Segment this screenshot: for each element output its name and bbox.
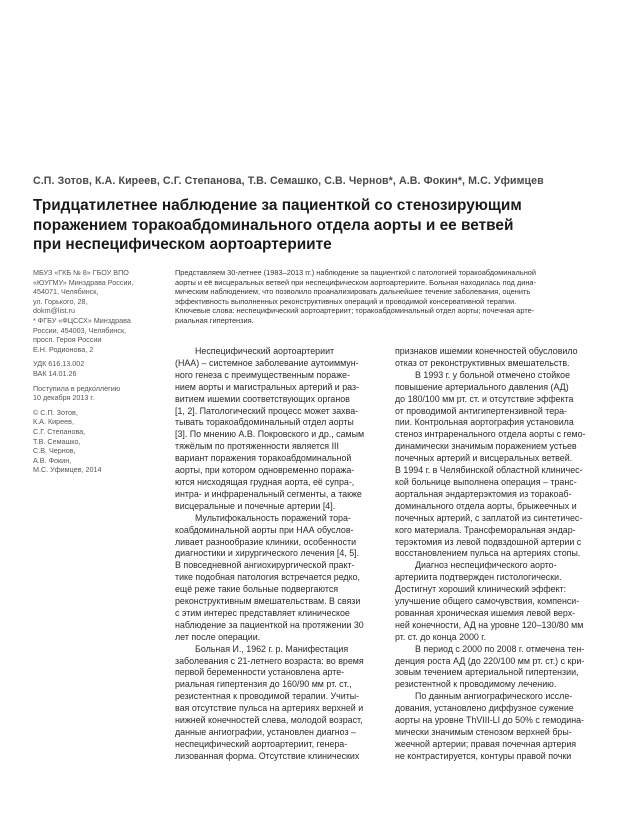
title-line: при неспецифическом аортоартериите xyxy=(33,236,332,253)
body-line: от проводимой антигипертензивной тера- xyxy=(395,405,567,416)
body-line: Мультифокальность поражений тора- xyxy=(195,512,351,523)
received-line: 10 декабря 2013 г. xyxy=(33,393,95,403)
abstract-line: аорты и её висцеральных ветвей при неспецифическом аортоартериите. Больная находилась под дина- xyxy=(175,277,536,287)
body-line: зовым течением артериальной гипертензии, xyxy=(395,667,579,678)
copyright-line: А.В. Фокин, xyxy=(33,455,72,465)
body-line: данные ангиографии, установлен диагноз – xyxy=(175,727,356,737)
body-line: коабдоминальной аорты при НАА обуслов- xyxy=(175,524,354,535)
body-line: стеноз интраренального отдела аорты с гемо- xyxy=(395,429,586,440)
body-line: диагностики и хирургического лечения [4, 5]. xyxy=(175,548,360,559)
body-line: В 1994 г. в Челябинской областной клиничес- xyxy=(395,465,583,476)
body-line: аортальная эндартерэктомия из торакоаб- xyxy=(395,488,572,499)
body-line: Диагноз неспецифического аорто- xyxy=(415,560,557,571)
body-line: терэктомия из левой подвздошной артерии с xyxy=(395,536,582,547)
affiliation-line: России, 454003, Челябинск, xyxy=(33,325,127,335)
body-line: ливает разнообразие клиники, особенности xyxy=(175,536,357,547)
body-line: кого материала. Трансфеморальная эндар- xyxy=(395,524,576,535)
body-column-right xyxy=(395,346,608,763)
body-line: аорты, при котором одновременно поража- xyxy=(175,465,355,476)
body-line: пии. Контрольная аортография установила xyxy=(395,417,574,428)
copyright-line: © С.П. Зотов, xyxy=(33,407,78,417)
body-line: наблюдение за пациенткой на протяжении 30 xyxy=(175,619,364,630)
body-line: почечных артерий и висцеральных ветвей. xyxy=(395,453,573,464)
body-line: [3]. По мнению А.В. Покровского и др., самым xyxy=(175,429,365,440)
body-line: мически значимым стенозом верхней бры- xyxy=(395,727,572,737)
body-line: восстановлением пульса на артериях стопы. xyxy=(395,548,581,559)
abstract-line: эффективность выполненных реконструктивных операций и проводимой консервативной терапии. xyxy=(175,296,517,306)
body-line: почечных артерий, с заплатой из синтетичес- xyxy=(395,512,583,523)
article-title xyxy=(33,196,608,255)
udk-block xyxy=(33,359,161,378)
body-line: По данным ангиографического иссле- xyxy=(415,691,573,702)
body-line: кой больнице выполнена операция – транс- xyxy=(395,476,577,487)
copyright-line: Т.В. Семашко, xyxy=(33,436,81,446)
body-line: улучшение общего самочувствия, компенси- xyxy=(395,596,580,607)
body-line: риальная гипертензия до 160/90 мм рт. ст., xyxy=(175,679,352,690)
body-line: рованная хроническая ишемия левой верх- xyxy=(395,607,576,618)
copyright-line: К.А. Киреев, xyxy=(33,417,74,427)
copyright-line: С.В. Чернов, xyxy=(33,446,76,456)
title-line: Тридцатилетнее наблюдение за пациенткой со стенозирующим xyxy=(33,197,522,214)
body-line: интра- и инфраренальный сегменты, а также xyxy=(175,488,362,499)
body-line: витием ишемии соответствующих органов xyxy=(175,393,350,404)
affiliation-line: * ФГБУ «ФЦССХ» Минздрава xyxy=(33,315,131,325)
body-line: неспецифический аортоартериит, генера- xyxy=(175,738,348,749)
affiliation-line: dokm@list.ru xyxy=(33,306,76,316)
abstract-line: Представляем 30-летнее (1983–2013 гг.) наблюдение за пациенткой с патологией торакоабдоминальной xyxy=(175,268,537,277)
body-line: заболевания с 21-летнего возраста: во время xyxy=(175,655,364,666)
abstract-line: мическим наблюдением, что позволило проанализировать дальнейшее течение заболевания, оценить xyxy=(175,287,531,297)
body-line: вая отсутствие пульса на артериях верхней и xyxy=(175,703,364,714)
affiliation-line: 454071, Челябинск, xyxy=(33,287,99,297)
body-line: до 180/100 мм рт. ст. и отсутствие эффекта xyxy=(395,393,574,404)
body-line: нием аорты и магистральных артерий и раз- xyxy=(175,381,360,392)
affiliation-line: МБУЗ «ГКБ № 8» ГБОУ ВПО xyxy=(33,268,129,277)
body-line: вариант поражения торакоабдоминальной xyxy=(175,453,352,464)
body-line: с этим интерес представляет клиническое xyxy=(175,607,350,618)
affiliation-line: просп. Героя России xyxy=(33,335,102,345)
body-line: отказ от реконструктивных вмешательств. xyxy=(395,357,570,368)
body-line: тике подобная патология встречается редко, xyxy=(175,572,360,583)
body-line: первой беременности установлена арте- xyxy=(175,667,345,678)
body-line: повышение артериального давления (АД) xyxy=(395,381,569,392)
body-line: Больная И., 1962 г. р. Манифестация xyxy=(195,643,349,654)
body-line: резистентная к проводимой терапии. Учиты- xyxy=(175,691,360,702)
body-line: В повседневной ангиохирургической практ- xyxy=(175,560,355,571)
body-line: нижней конечностей слева, молодой возраст, xyxy=(175,715,363,726)
abstract-line: Ключевые слова: неспецифический аортоартериит; торакоабдоминальный отдел аорты; почечная арте- xyxy=(175,306,535,316)
abstract-line: риальная гипертензия. xyxy=(175,315,254,325)
body-line: дования, установлено диффузное сужение xyxy=(395,703,574,714)
body-line: ного генеза с преимущественным пораже- xyxy=(175,369,350,380)
body-line: ются нисходящая грудная аорта, её супра-, xyxy=(175,476,355,487)
body-line: В 1993 г. у больной отмечено стойкое xyxy=(415,369,571,380)
body-line: динамически значимым поражением устьев xyxy=(395,441,577,452)
body-line: В период с 2000 по 2008 г. отмечена тен- xyxy=(415,643,585,654)
copyright-block xyxy=(33,408,161,475)
body-line: аорты на уровне ThVIII-LI до 50% с гемодина- xyxy=(395,715,585,726)
body-line: Неспецифический аортоартериит xyxy=(195,346,335,356)
body-line: не контрастируется, контуры правой почки xyxy=(395,750,572,761)
body-line: лет после операции. xyxy=(175,631,261,642)
body-line: артериита подтвержден гистологически. xyxy=(395,572,562,583)
sidebar-info xyxy=(33,268,161,480)
received-line: Поступила в редколлегию xyxy=(33,383,121,393)
udk-line: ВАК 14.01.26 xyxy=(33,368,77,378)
body-column-left xyxy=(175,346,388,763)
body-line: тывать торакоабдоминальный отдел аорты xyxy=(175,417,354,428)
udk-line: УДК 616.13.002 xyxy=(33,359,85,369)
title-line: поражением торакоабдоминального отдела аорты и ее ветвей xyxy=(33,216,514,234)
authors-line: С.П. Зотов, К.А. Киреев, С.Г. Степанова, Т.В. Семашко, С.В. Чернов*, А.В. Фокин*, М.С. Уфимцев xyxy=(33,175,544,187)
body-line: реконструктивным вмешательствам. В связи xyxy=(175,596,361,607)
body-line: ней конечности, АД на уровне 120–130/80 мм xyxy=(395,619,584,630)
copyright-line: С.Г. Степанова, xyxy=(33,426,86,436)
affiliation-line: Е.Н. Родионова, 2 xyxy=(33,344,94,354)
body-line: ещё реже такие больные подвергаются xyxy=(175,584,339,595)
body-line: признаков ишемии конечностей обусловило xyxy=(395,346,578,356)
copyright-line: М.С. Уфимцев, 2014 xyxy=(33,465,102,475)
body-line: Достигнут хороший клинический эффект: xyxy=(395,584,567,595)
body-line: (НАА) – системное заболевание аутоиммун- xyxy=(175,357,359,368)
affiliation-block xyxy=(33,268,161,354)
body-line: резистентной к проводимому лечению. xyxy=(395,679,557,690)
body-line: лизованная форма. Отсутствие клинических xyxy=(175,750,360,761)
affiliation-line: «ЮУГМУ» Минздрава России, xyxy=(33,277,134,287)
received-block xyxy=(33,384,161,403)
body-line: висцеральные и почечные артерии [4]. xyxy=(175,500,336,511)
affiliation-line: ул. Горького, 28, xyxy=(33,296,88,306)
body-line: рт. ст. до конца 2000 г. xyxy=(395,631,486,642)
body-line: тяжёлым по протяженности является III xyxy=(175,441,339,452)
body-line: жеечной артерии; правая почечная артерия xyxy=(395,738,577,749)
body-line: доминального отдела аорты, брыжеечных и xyxy=(395,500,577,511)
abstract xyxy=(175,268,605,326)
body-line: [1, 2]. Патологический процесс может захва- xyxy=(175,405,359,416)
body-line: денция роста АД (до 220/100 мм рт. ст.) с кри- xyxy=(395,655,585,666)
